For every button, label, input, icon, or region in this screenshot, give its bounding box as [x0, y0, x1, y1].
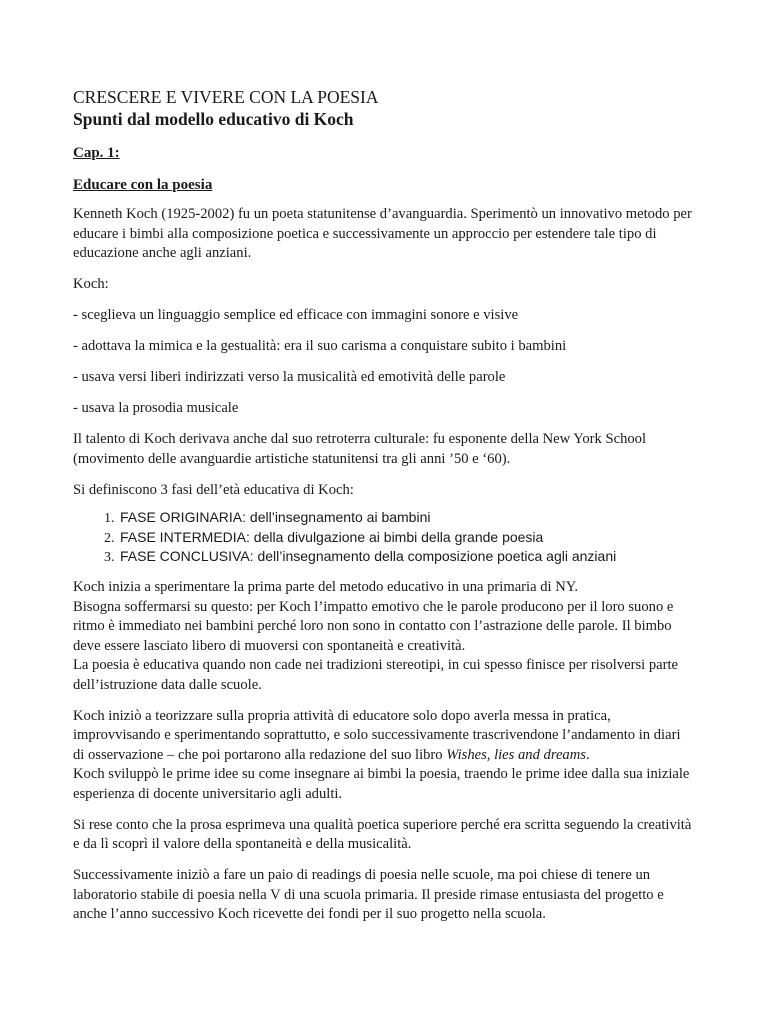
book-title: Wishes, lies and dreams — [446, 746, 586, 763]
bullet-item: - sceglieva un linguaggio semplice ed efficace con immagini sonore e visive — [73, 307, 519, 323]
paragraph-phases-intro: Si definiscono 3 fasi dell’età educativa di Koch: — [73, 481, 354, 498]
paragraph-theory — [73, 707, 695, 805]
paragraph-text: . — [585, 746, 590, 763]
paragraph-line: Koch inizia a sperimentare la prima parte del metodo educativo in una primaria di NY. — [73, 579, 579, 595]
paragraph-talent: Il talento di Koch derivava anche dal suo retroterra culturale: fu esponente della New York School (movimento delle avanguardie artistiche statunitensi tra gli anni ’50 e ‘60). — [73, 431, 647, 467]
phase-item: 2. FASE INTERMEDIA: della divulgazione ai bimbi della grande poesia — [118, 528, 695, 548]
phase-item: 1. FASE ORIGINARIA: dell’insegnamento ai bambini — [118, 508, 695, 528]
bullet-item: - usava versi liberi indirizzati verso la musicalità ed emotività delle parole — [73, 369, 506, 385]
paragraph-readings: Successivamente iniziò a fare un paio di readings di poesia nelle scuole, ma poi chiese di tenere un laboratorio stabile di poesia nella V di una scuola primaria. Il preside rimase entusiasta del progetto e anche l’anno successivo Koch ricevette dei fondi per il suo progetto nella scuola. — [73, 867, 664, 922]
paragraph-primary-school — [73, 578, 695, 695]
phases-list — [73, 508, 695, 567]
paragraph-line: La poesia è educativa quando non cade nei tradizioni stereotipi, in cui spesso finisce per risolversi parte dell’istruzione data dalle scuole. — [73, 657, 679, 693]
paragraph-line: Bisogna soffermarsi su questo: per Koch l’impatto emotivo che le parole producono per il loro suono e ritmo è immediato nei bambini perché loro non sono in contatto con l’astrazione delle parole. Il bimbo deve essere lasciato libero di muoversi con spontaneità e creatività. — [73, 598, 674, 654]
paragraph-line: Koch sviluppò le prime idee su come insegnare ai bimbi la poesia, traendo le prime idee dalla sua iniziale esperienza di docente universitario agli adulti. — [73, 766, 690, 802]
document-body — [73, 205, 695, 936]
paragraph-intro: Kenneth Koch (1925-2002) fu un poeta statunitense d’avanguardia. Sperimentò un innovativo metodo per educare i bimbi alla composizione poetica e successivamente un approccio per estendere tale tipo di educazione anche agli anziani. — [73, 206, 692, 261]
bullet-item: - usava la prosodia musicale — [73, 400, 239, 416]
document-title: CRESCERE E VIVERE CON LA POESIA — [73, 87, 379, 107]
phase-item: 3. FASE CONCLUSIVA: dell’insegnamento della composizione poetica agli anziani — [118, 547, 695, 567]
bullet-item: - adottava la mimica e la gestualità: era il suo carisma a conquistare subito i bambini — [73, 338, 567, 354]
chapter-heading: Cap. 1: — [73, 145, 120, 161]
koch-label: Koch: — [73, 276, 109, 292]
document-subtitle: Spunti dal modello educativo di Koch — [73, 109, 354, 129]
paragraph-text: Koch iniziò a teorizzare sulla propria attività di educatore solo dopo averla messa in pratica, improvvisando e sperimentando soprattutto, e solo successivamente trascrivendone l’andamento in diari di osservazione – che poi portarono alla redazione del suo libro — [73, 707, 681, 763]
section-heading: Educare con la poesia — [73, 177, 213, 193]
paragraph-prose: Si rese conto che la prosa esprimeva una qualità poetica superiore perché era scritta seguendo la creatività e da lì scoprì il valore della spontaneità e della musicalità. — [73, 816, 692, 852]
